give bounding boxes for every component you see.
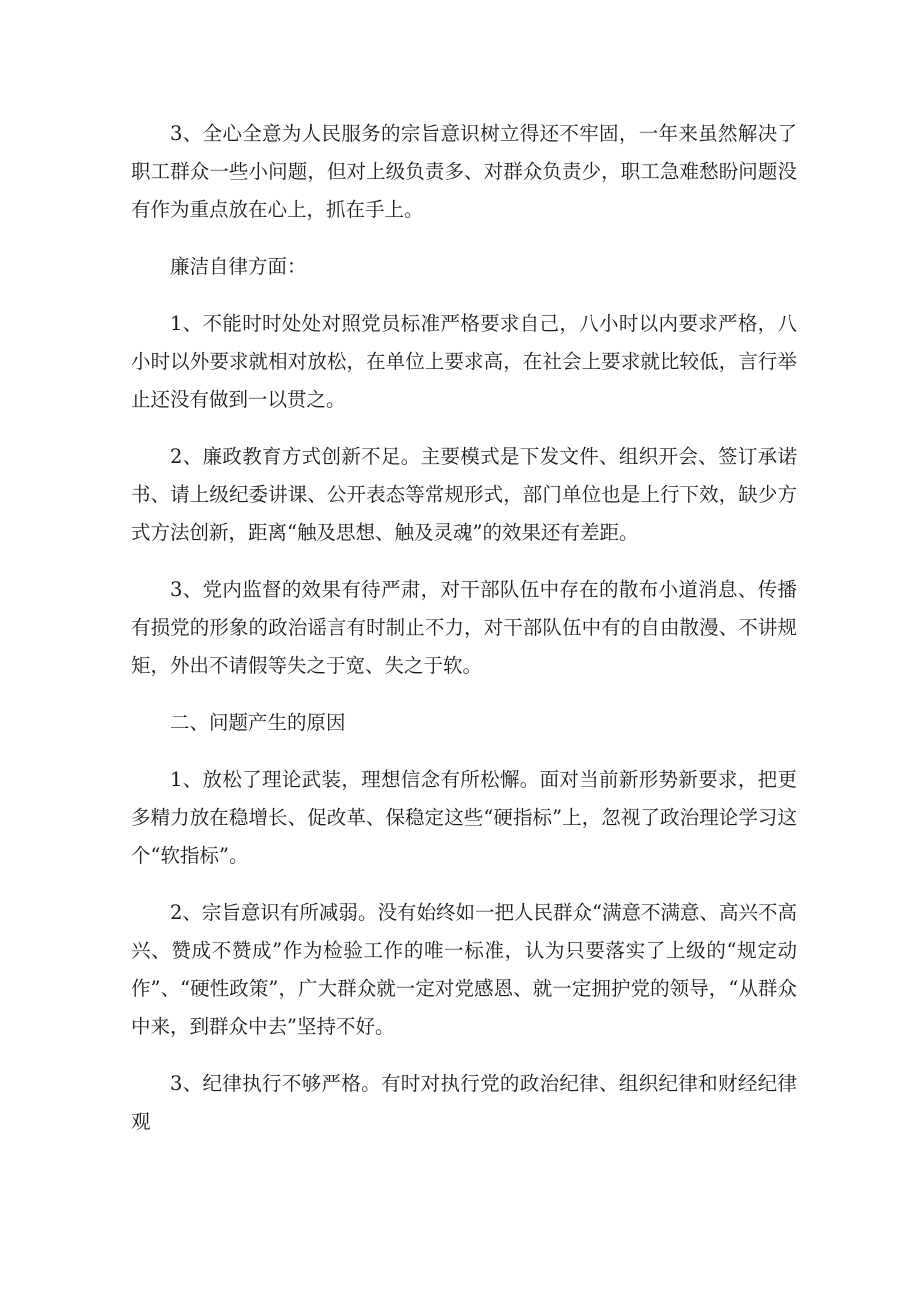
paragraph-discipline-enforcement: 3、纪律执行不够严格。有时对执行党的政治纪律、组织纪律和财经纪律观 <box>131 1072 797 1133</box>
paragraph-service-awareness: 3、全心全意为人民服务的宗旨意识树立得还不牢固，一年来虽然解决了职工群众一些小问题，但对上级负责多、对群众负责少，职工急难愁盼问题没有作为重点放在心上，抓在手上。 <box>131 122 797 221</box>
section-heading-causes: 二、问题产生的原因 <box>170 711 346 734</box>
section-heading-integrity: 廉洁自律方面： <box>170 255 307 278</box>
paragraph-education-innovation: 2、廉政教育方式创新不足。主要模式是下发文件、组织开会、签订承诺书、请上级纪委讲课、公开表态等常规形式，部门单位也是上行下效，缺少方式方法创新，距离“触及思想、触及灵魂”的效果还有差距。 <box>131 445 797 544</box>
paragraph-self-discipline: 1、不能时时处处对照党员标准严格要求自己，八小时以内要求严格，八小时以外要求就相对放松，在单位上要求高，在社会上要求就比较低，言行举止还没有做到一以贯之。 <box>131 312 797 411</box>
paragraph-purpose-awareness: 2、宗旨意识有所减弱。没有始终如一把人民群众“满意不满意、高兴不高兴、赞成不赞成”作为检验工作的唯一标准，认为只要落实了上级的“规定动作”、“硬性政策”，广大群众就一定对党感恩、就一定拥护党的领导，“从群众中来，到群众中去”坚持不好。 <box>131 901 797 1038</box>
paragraph-party-supervision: 3、党内监督的效果有待严肃，对干部队伍中存在的散布小道消息、传播有损党的形象的政治谣言有时制止不力，对干部队伍中有的自由散漫、不讲规矩，外出不请假等失之于宽、失之于软。 <box>131 578 797 677</box>
document-body <box>131 115 797 1160</box>
paragraph-theory-study: 1、放松了理论武装，理想信念有所松懈。面对当前新形势新要求，把更多精力放在稳增长、促改革、保稳定这些“硬指标”上，忽视了政治理论学习这个“软指标”。 <box>131 768 797 867</box>
